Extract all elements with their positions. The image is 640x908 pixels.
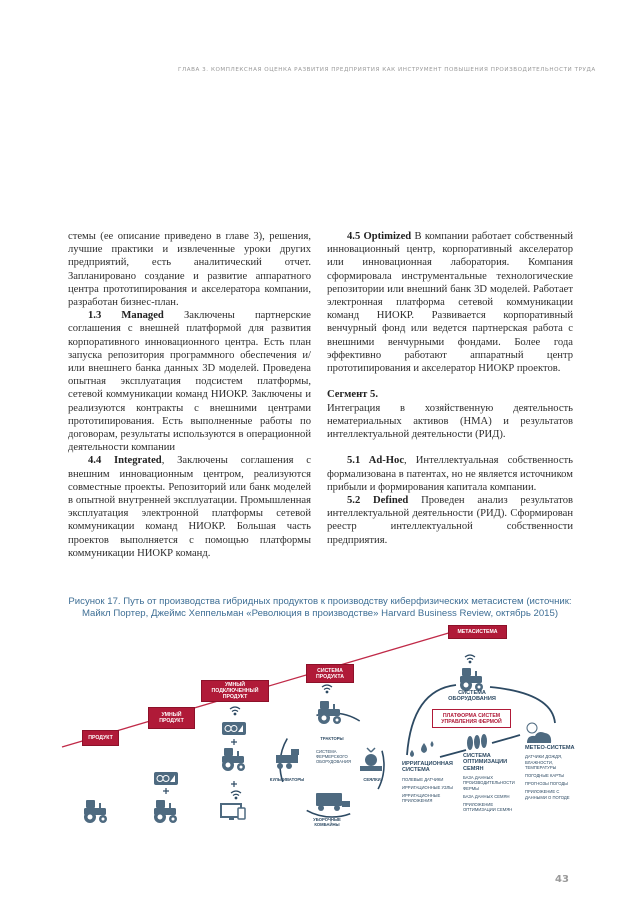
paragraph-text: В компании работает собственный инновационный центр, корпоративный акселератор или инновационная лаборатория. Компания сформировала инструментальные технологические репозитории или внешний банк 3D моделей. Работает электронная платформа сетевой коммуникации команд НИОКР. Развивается корпоративный венчурный фонд или ведется партнерская работа с внешними венчурными фондами. Более года эффективно работают аппаратный центр прототипирования и акселератор НИОКР проектов. [327, 231, 574, 375]
paragraph-text: , Заключены соглашения с внешним инновационным центром, реализуются совместные проекты. Репозиторий или банк моделей в опытной внутренней эксплуатации. Промышленная эксплуатация электронной платформы сетевой коммуникации команд НИОКР. Большая часть проектов выполняется с помощью платформы коммуникации НИОКР команд. [68, 455, 311, 559]
paragraph-text: Проведен анализ результатов интеллектуальной деятельности (РИД). Сформирован реестр интеллектуальной собственности предприятия. [327, 495, 574, 546]
level-title: 1.3 Managed [88, 310, 164, 322]
combine-icon [316, 793, 350, 811]
tractor-icon [84, 800, 107, 823]
paragraph: стемы (ее описание приведено в главе 3), решения, лучшие практики и извлеченные уроки других предприятий, есть аналитический отчет. Запланировано создание и развитие аппаратного центра прототипирования и акселератора компании, разработан бизнес-план. [68, 231, 311, 309]
level-title: 5.2 Defined [347, 495, 409, 507]
wifi-icon [322, 685, 332, 693]
segment-text: Интеграция в хозяйственную деятельность нематериальных активов (НМА) и результатов интеллектуальной деятельности (РИД). [327, 402, 573, 441]
stage-metasystem: МЕТАСИСТЕМА [448, 625, 507, 639]
irrigation-item: ИРРИГАЦИОННЫЕ УЗЛЫ [402, 785, 453, 791]
seeder-icon [360, 748, 382, 771]
stage-smart-connected-product: УМНЫЙ ПОДКЛЮЧЕННЫЙ ПРОДУКТ [201, 680, 269, 702]
plus-icon [231, 739, 237, 745]
sensor-icon [154, 772, 178, 785]
segment-title [327, 388, 573, 401]
tractor-icon [154, 800, 177, 823]
paragraph-4-4 [68, 454, 311, 560]
plus-icon [163, 788, 169, 794]
running-header: ГЛАВА 3. КОМПЛЕКСНАЯ ОЦЕНКА РАЗВИТИЯ ПРЕДПРИЯТИЯ КАК ИНСТРУМЕНТ ПОВЫШЕНИЯ ПРОИЗВОДИТЕЛЬНОСТИ ТРУДА [178, 67, 596, 73]
stage-smart-product: УМНЫЙ ПРОДУКТ [148, 707, 195, 729]
label-cultivators: КУЛЬТИВАТОРЫ [269, 777, 305, 782]
weather-system [525, 745, 577, 800]
right-column [327, 230, 573, 547]
tractor-icon [460, 668, 483, 691]
irrigation-system [402, 761, 458, 804]
seeds-leaves-icon [467, 734, 487, 750]
paragraph-text: Заключены партнерские соглашения с внешней платформой для развития корпоративного инновационного центра. Есть план запуска репозитория программного обеспечения и/или внешнего банка данных 3D моделей. Проведена опытная эксплуатация подсистем платформы, сетевой коммуникации команд НИОКР. Заключены и реализуются контракты с внешними центрами прототипирования. Есть выполненные работы по договорам, результаты используются в операционной деятельности компании [68, 310, 311, 454]
paragraph-5-2 [327, 494, 573, 547]
seeds-item: БАЗА ДАННЫХ СЕМЯН [463, 793, 510, 799]
left-column [68, 230, 311, 560]
seeds-title: СИСТЕМА ОПТИМИЗАЦИИ СЕМЯН [463, 753, 508, 772]
plus-icon [231, 781, 237, 787]
paragraph-4-5 [327, 230, 573, 375]
weather-item: ДАТЧИКИ ДОЖДЯ, ВЛАЖНОСТИ, ТЕМПЕРАТУРЫ [525, 754, 563, 770]
irrigation-item: ПОЛЕВЫЕ ДАТЧИКИ [402, 776, 444, 782]
water-drops-icon [410, 741, 434, 757]
tractor-icon [222, 748, 245, 771]
segment-title-text: Сегмент 5. [327, 389, 378, 401]
level-title: 5.1 Ad-Hoc [347, 455, 405, 467]
label-seeders: СЕЯЛКИ [363, 777, 381, 782]
seeds-item: БАЗА ДАННЫХ ПРОИЗВОДИТЕЛЬНОСТИ ФЕРМЫ [463, 775, 515, 791]
figure-diagram [0, 615, 640, 855]
wifi-icon [231, 791, 241, 799]
caption-line: Рисунок 17. Путь от производства гибридных продуктов к производству киберфизических метасистем (источник: [68, 596, 572, 607]
weather-item: ПРОГНОЗЫ ПОГОДЫ [525, 781, 568, 787]
tractor-icon [318, 701, 341, 724]
irrigation-item: ИРРИГАЦИОННЫЕ ПРИЛОЖЕНИЯ [402, 793, 441, 804]
paragraph-1-3 [68, 309, 311, 454]
weather-item: ПОГОДНЫЕ КАРТЫ [525, 773, 565, 779]
wifi-icon [230, 707, 240, 715]
farm-management-platform: ПЛАТФОРМА СИСТЕМ УПРАВЛЕНИЯ ФЕРМОЙ [432, 709, 511, 728]
irrigation-title: ИРРИГАЦИОННАЯ СИСТЕМА [402, 761, 453, 774]
caption-line: Майкл Портер, Джеймс Хеппельман «Революция в производстве» Harvard Business Review, октябрь 2015) [81, 607, 559, 619]
paragraph-text: , Интеллектуальная собственность формализована в патентах, но не является источником прибыли и формирования капитала компании. [327, 455, 573, 493]
level-title: 4.4 Integrated [88, 455, 162, 467]
label-equipment-system: СИСТЕМА ОБОРУДОВАНИЯ [448, 690, 496, 703]
weather-title: МЕТЕО-СИСТЕМА [525, 745, 575, 751]
sensor-icon [222, 722, 246, 735]
cultivator-icon [276, 749, 299, 769]
weather-icon [527, 723, 551, 743]
level-title: 4.5 Optimized [347, 231, 412, 242]
page-number: 43 [555, 874, 569, 885]
wifi-icon [465, 655, 475, 663]
paragraph-5-1 [327, 454, 573, 494]
weather-item: ПРИЛОЖЕНИЕ С ДАННЫМИ О ПОГОДЕ [525, 789, 570, 800]
seeds-item: ПРИЛОЖЕНИЕ ОПТИМИЗАЦИИ СЕМЯН [463, 802, 513, 813]
stage-product: ПРОДУКТ [82, 730, 119, 746]
label-farm-equipment-system: СИСТЕМА ФЕРМЕРСКОГО ОБОРУДОВАНИЯ [316, 749, 351, 765]
label-combines: УБОРОЧНЫЕ КОМБАЙНЫ [313, 817, 341, 828]
stage-product-system: СИСТЕМА ПРОДУКТА [306, 664, 354, 683]
seed-optimization-system [463, 753, 519, 812]
label-tractors: ТРАКТОРЫ [320, 736, 344, 741]
